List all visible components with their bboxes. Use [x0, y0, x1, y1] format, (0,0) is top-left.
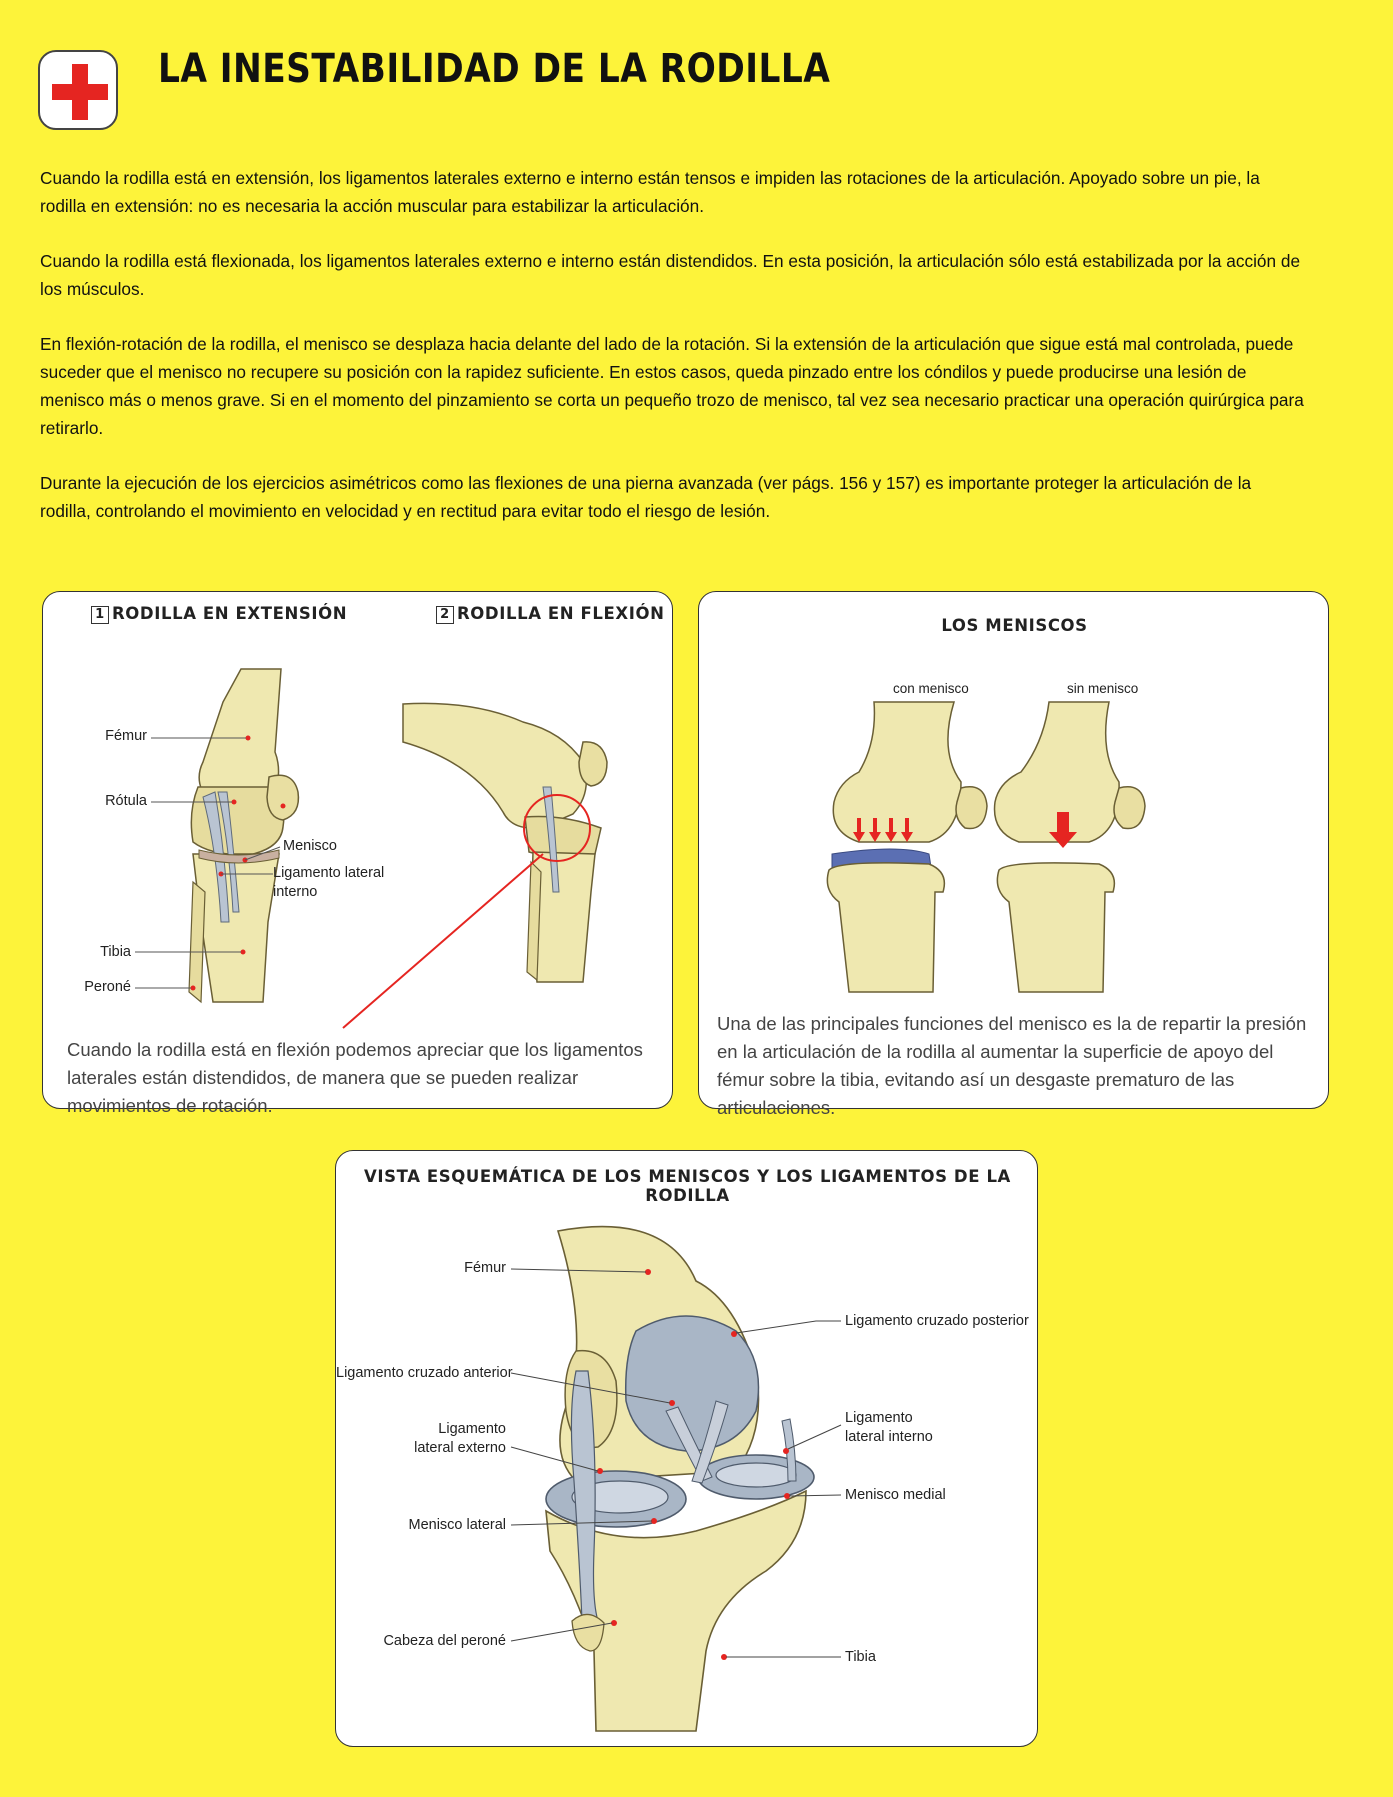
heading-meniscos: LOS MENISCOS [941, 616, 1088, 635]
label-lateral-interno-1: Ligamento [845, 1410, 913, 1426]
paragraph: Durante la ejecución de los ejercicios asimétricos como las flexiones de una pierna avanzada (ver págs. 156 y 157) es importante proteger la articulación de la rodilla, controlando el movimiento en velocidad y en rectitud para evitar todo el riesgo de lesión. [40, 473, 1252, 521]
label-cabeza-perone: Cabeza del peroné [383, 1633, 506, 1649]
label-lateral-interno-2: lateral interno [845, 1429, 933, 1445]
label-cruzado-anterior: Ligamento cruzado anterior [336, 1365, 513, 1381]
heading-esquema: VISTA ESQUEMÁTICA DE LOS MENISCOS Y LOS LIGAMENTOS DE LA RODILLA [364, 1167, 1011, 1205]
label-femur: Fémur [105, 728, 147, 744]
heading-flexion: 2 RODILLA EN FLEXIÓN [436, 604, 665, 624]
label-menisco: Menisco [283, 838, 337, 854]
label-con-menisco: con menisco [893, 681, 969, 696]
label-perone: Peroné [84, 979, 131, 995]
panel-knee-extension-flexion [42, 591, 673, 1116]
label-rotula: Rótula [105, 793, 147, 809]
label-tibia: Tibia [100, 944, 131, 960]
body-text [40, 164, 1325, 552]
label-ligamento-interno: interno [273, 884, 318, 900]
heading-extension: 1 RODILLA EN EXTENSIÓN [91, 604, 347, 624]
page-title: LA INESTABILIDAD DE LA RODILLA [158, 46, 831, 92]
paragraph: Cuando la rodilla está en extensión, los ligamentos laterales externo e interno están tensos e impiden las rotaciones de la articulación. Apoyado sobre un pie, la rodilla en extensión: no es necesaria la acción muscular para estabilizar la articulación. [40, 168, 1260, 216]
label-tibia: Tibia [845, 1649, 876, 1665]
caption-meniscos: Una de las principales funciones del menisco es la de repartir la presión en la articulación de la rodilla al aumentar la superficie de apoyo del fémur sobre la tibia, evitando así un desgaste prematuro de las articulaciones. [717, 1013, 1307, 1118]
panel-vista-esquematica [335, 1150, 1038, 1747]
paragraph: Cuando la rodilla está flexionada, los ligamentos laterales externo e interno están distendidos. En esta posición, la articulación sólo está estabilizada por la acción de los músculos. [40, 251, 1301, 299]
label-femur: Fémur [464, 1260, 506, 1276]
label-menisco-medial: Menisco medial [845, 1487, 946, 1503]
knee-flexion-illustration [43, 592, 674, 1110]
panel-meniscos [698, 591, 1329, 1118]
label-sin-menisco: sin menisco [1067, 681, 1139, 696]
label-lateral-externo-2: lateral externo [414, 1440, 506, 1456]
paragraph: En flexión-rotación de la rodilla, el menisco se desplaza hacia delante del lado de la rotación. Si la extensión de la articulación que sigue está mal controlada, puede suceder que el menisco no recupere su posición con la rapidez suficiente. En estos casos, queda pinzado entre los cóndilos y puede producirse una lesión de menisco más o menos grave. Si en el momento del pinzamiento se corta un pequeño trozo de menisco, tal vez sea necesario practicar una operación quirúrgica para retirarlo. [40, 334, 1304, 438]
label-ligamento-lateral: Ligamento lateral [273, 865, 385, 881]
label-cruzado-posterior: Ligamento cruzado posterior [845, 1313, 1029, 1329]
label-lateral-externo-1: Ligamento [438, 1421, 506, 1437]
caption-extension: Cuando la rodilla está en flexión podemos apreciar que los ligamentos laterales están distendidos, de manera que se pueden realizar movimientos de rotación. [67, 1039, 643, 1116]
label-menisco-lateral: Menisco lateral [408, 1517, 506, 1533]
first-aid-cross-icon [38, 50, 118, 130]
